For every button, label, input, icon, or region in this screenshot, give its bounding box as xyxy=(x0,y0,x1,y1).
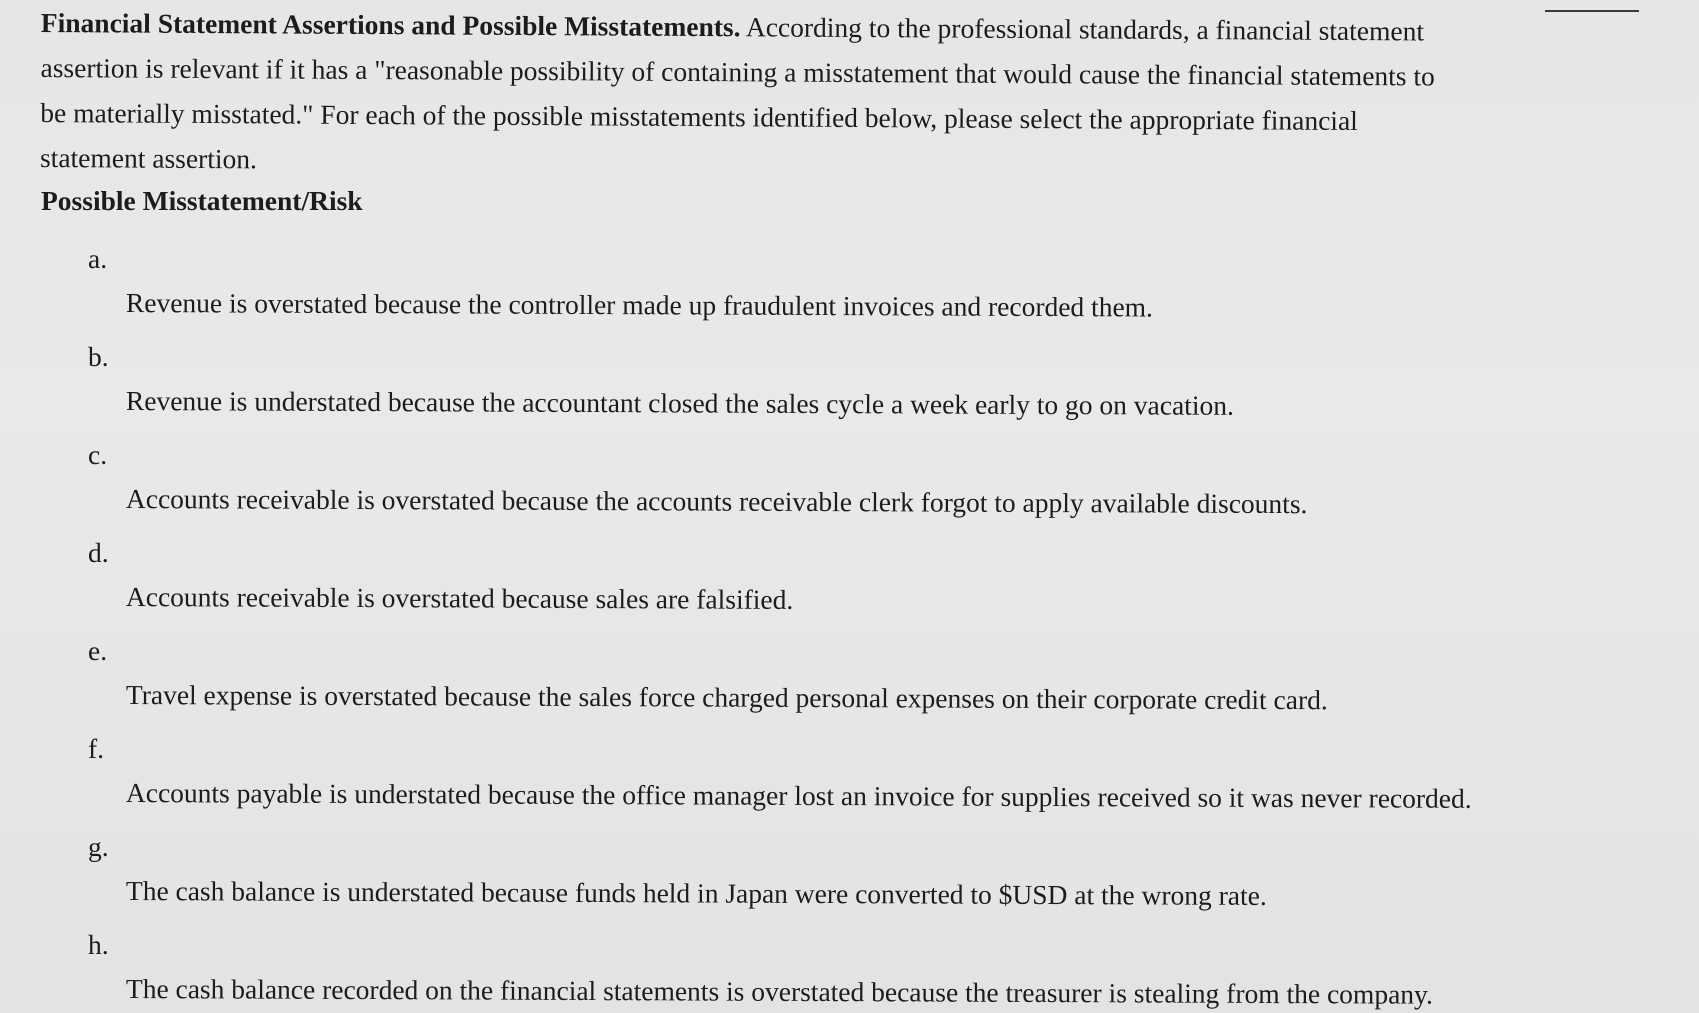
intro-title: Financial Statement Assertions and Possible Misstatements. xyxy=(40,6,741,43)
section-heading: Possible Misstatement/Risk xyxy=(41,185,363,216)
item-letter: f. xyxy=(88,733,105,764)
item-letter: e. xyxy=(88,635,108,666)
intro-line-3: be materially misstated." For each of the possible misstatements identified below, please select the appropriate financial xyxy=(40,96,1358,137)
item-text: Accounts receivable is overstated because sales are falsified. xyxy=(125,581,794,615)
intro-line-1-rest: According to the professional standards, a financial statement xyxy=(740,11,1425,47)
item-text: Travel expense is overstated because the sales force charged personal expenses on their corporate credit card. xyxy=(125,679,1328,716)
intro-line-2: assertion is relevant if it has a "reasonable possibility of containing a misstatement that would cause the financial statements to xyxy=(40,51,1435,92)
item-letter: d. xyxy=(88,537,109,568)
item-text: Revenue is understated because the accountant closed the sales cycle a week early to go on vacation. xyxy=(125,385,1234,421)
item-letter: a. xyxy=(88,243,108,274)
item-letter: h. xyxy=(88,929,109,960)
item-text: Revenue is overstated because the controller made up fraudulent invoices and recorded them. xyxy=(125,287,1154,323)
item-letter: c. xyxy=(88,439,108,470)
item-letter: b. xyxy=(88,341,109,372)
intro-paragraph xyxy=(40,0,1641,190)
item-letter: g. xyxy=(88,831,109,862)
item-text: The cash balance is understated because funds held in Japan were converted to $USD at the wrong rate. xyxy=(125,875,1267,911)
item-text: Accounts receivable is overstated because the accounts receivable clerk forgot to apply available discounts. xyxy=(125,483,1308,520)
intro-line-4: statement assertion. xyxy=(39,141,258,175)
item-text: Accounts payable is understated because the office manager lost an invoice for supplies received so it was never recorded. xyxy=(125,777,1472,814)
item-text: The cash balance recorded on the financial statements is overstated because the treasurer is stealing from the company. xyxy=(125,973,1433,1010)
